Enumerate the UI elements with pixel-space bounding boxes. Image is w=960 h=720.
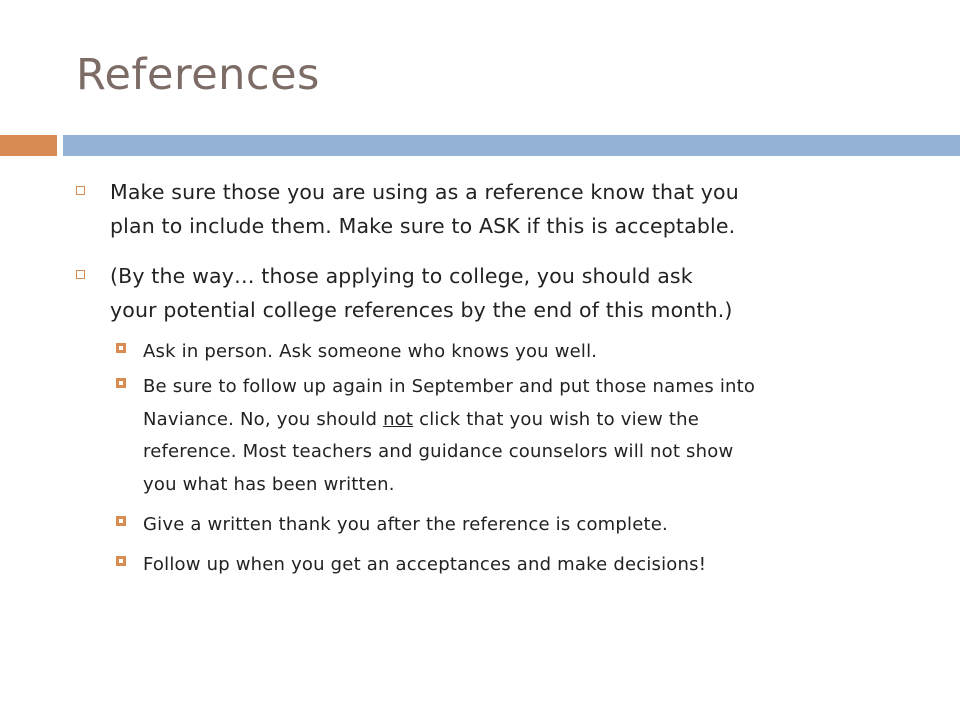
- underlined-emphasis: not: [383, 408, 414, 430]
- filled-square-bullet-icon: [116, 378, 126, 388]
- sub-bullet-item: [116, 509, 916, 542]
- slide-title: References: [76, 50, 320, 100]
- sub-bullet-line: Give a written thank you after the reference is complete.: [143, 514, 668, 535]
- filled-square-bullet-icon: [116, 556, 126, 566]
- filled-square-bullet-icon: [116, 516, 126, 526]
- sub-bullet-line: reference. Most teachers and guidance counselors will not show: [143, 441, 734, 462]
- sub-bullet-item: [116, 549, 916, 582]
- bullet-item: [76, 259, 936, 327]
- sub-bullet-item: [116, 336, 916, 369]
- bullet-line: plan to include them. Make sure to ASK if this is acceptable.: [110, 214, 736, 238]
- hollow-square-icon: [76, 270, 85, 279]
- sub-bullet-line: Ask in person. Ask someone who knows you well.: [143, 341, 598, 362]
- sub-bullet-item: [116, 371, 916, 501]
- sub-bullet-line: Follow up when you get an acceptances and make decisions!: [143, 554, 707, 575]
- hollow-square-icon: [76, 186, 85, 195]
- bullet-line: (By the way… those applying to college, you should ask: [110, 264, 693, 288]
- bullet-line: Make sure those you are using as a reference know that you: [110, 180, 739, 204]
- bullet-line: your potential college references by the end of this month.): [110, 298, 733, 322]
- sub-bullet-line: you what has been written.: [143, 473, 395, 495]
- text-segment: click that you wish to view the: [413, 408, 700, 430]
- sub-bullet-line: [143, 404, 903, 437]
- text-segment: Naviance. No, you should: [143, 408, 384, 430]
- filled-square-bullet-icon: [116, 343, 126, 353]
- sub-bullet-line: Be sure to follow up again in September and put those names into: [143, 376, 756, 397]
- bullet-item: [76, 175, 936, 243]
